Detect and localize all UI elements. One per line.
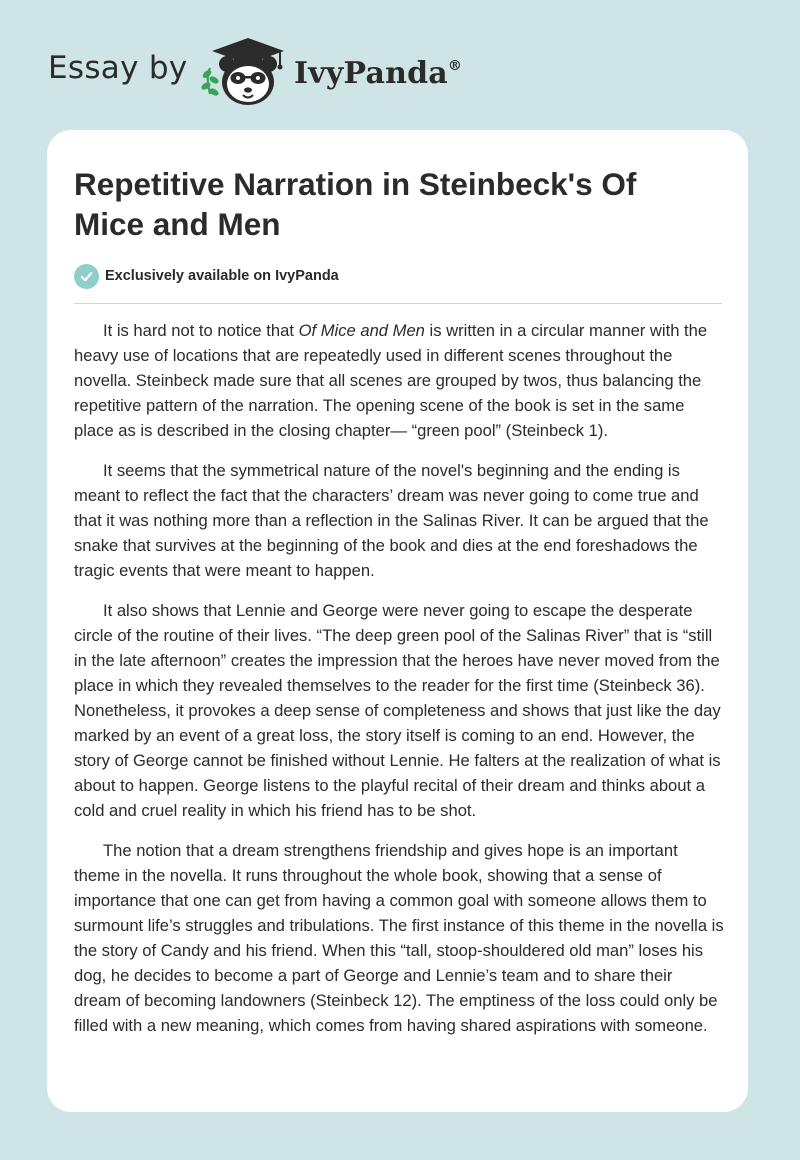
check-circle-icon [74, 264, 99, 289]
exclusive-badge [74, 263, 339, 289]
divider [74, 303, 722, 304]
paragraph-1-start: It is hard not to notice that [103, 321, 299, 340]
paragraph-1-rest: is written in a circular manner with the heavy use of locations that are repeatedly used in different scenes throughout the novella. Steinbeck made sure that all scenes are grouped by twos, thus balancing the repetitive pattern of the narration. The opening scene of the book is set in the same place as is described in the closing chapter— “green pool” (Steinbeck 1). [74, 321, 708, 440]
book-title: Of Mice and Men [298, 321, 425, 340]
paragraph-3: It also shows that Lennie and George were never going to escape the desperate circle of the routine of their lives. “The deep green pool of the Salinas River” that is “still in the late afternoon” creates the impression that the heroes have never moved from the place in which they revealed themselves to the reader for the first time (Steinbeck 36). Nonetheless, it provokes a deep sense of completeness and shows that just like the day marked by an event of a great loss, the story itself is coming to an end. However, the story of George cannot be finished without Lennie. He falters at the realization of what is about to happen. George listens to the playful recital of their dream and thinks about a cold and cruel reality in which his friend has to be shot. [74, 601, 721, 820]
site-header [0, 0, 800, 128]
paragraph-4: The notion that a dream strengthens friendship and gives hope is an important theme in the novella. It runs throughout the whole book, showing that a sense of importance that one can get from having a common goal with someone allows them to surmount life’s struggles and tribulations. The first instance of this theme in the novella is the story of Candy and his friend. When this “tall, stoop-shouldered old man” loses his dog, he decides to become a part of George and Lennie’s team and to share their dream of becoming landowners (Steinbeck 12). The emptiness of the loss could only be filled with a new meaning, which comes from having shared aspirations with someone. [74, 841, 724, 1035]
essay-card [47, 130, 748, 1112]
essay-by-label: Essay by [48, 50, 188, 86]
paragraph-2: It seems that the symmetrical nature of the novel's beginning and the ending is meant to reflect the fact that the characters’ dream was never going to come true and that it was nothing more than a reflection in the Salinas River. It can be argued that the snake that survives at the beginning of the book and dies at the end foreshadows the tragic events that were meant to happen. [74, 461, 709, 580]
exclusive-label: Exclusively available on IvyPanda [105, 268, 339, 284]
essay-title: Repetitive Narration in Steinbeck's Of Mice and Men [74, 166, 637, 242]
registered-mark: ® [447, 58, 463, 74]
brand-name-text: IvyPanda [294, 56, 448, 91]
essay-body [74, 318, 724, 1053]
panda-graduate-logo-icon [200, 34, 292, 110]
ivypanda-brand[interactable] [294, 56, 462, 91]
paragraph-1 [74, 318, 724, 443]
